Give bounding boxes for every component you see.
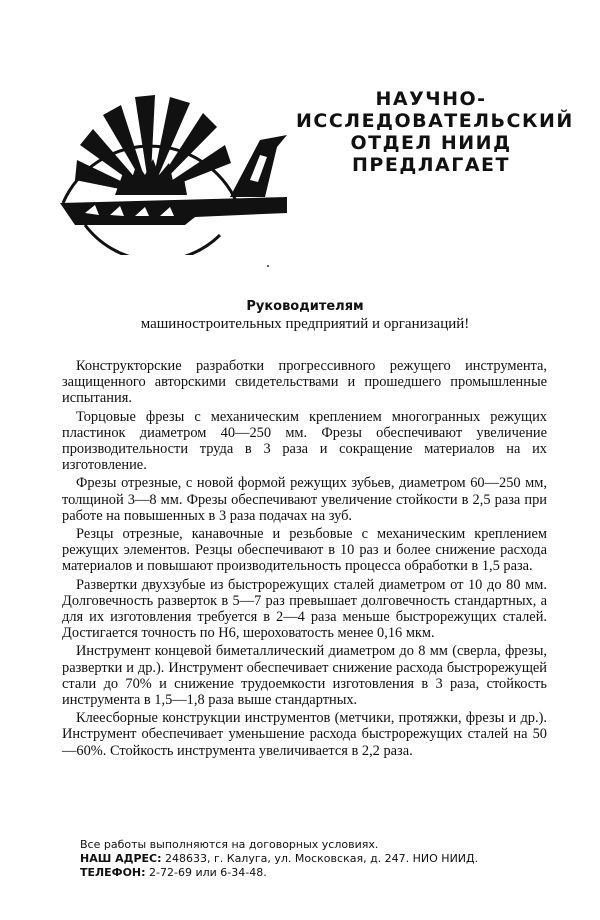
- headline-line-3: ОТДЕЛ НИИД: [350, 132, 512, 154]
- offer-body: [62, 358, 547, 761]
- paragraph-bimetal-tools: Инструмент концевой биметаллический диаметром до 8 мм (сверла, фрезы, развертки и др.). Инструмент обеспечивает снижение расхода быстрорежущей стали до 70% и снижение трудоемкости изготовления в 3 раза, стойкость инструмента в 1,5—1,8 раза выше стандартных.: [62, 643, 547, 709]
- headline: [296, 88, 574, 176]
- address-value: 248633, г. Калуга, ул. Московская, д. 247. НИО НИИД.: [165, 852, 479, 865]
- paragraph-cutoff-mills: Фрезы отрезные, с новой формой режущих зубьев, диаметром 60—250 мм, толщиной 3—8 мм. Фрезы обеспечивают увеличение стойкости в 2,5 раза при работе на повышенных в 3 раза подачах на зуб.: [62, 475, 547, 524]
- footer-note: Все работы выполняются на договорных условиях.: [80, 838, 379, 851]
- footer: [80, 838, 560, 880]
- print-speck: [267, 265, 269, 267]
- headline-line-4: ПРЕДЛАГАЕТ: [352, 154, 510, 176]
- paragraph-cutters: Резцы отрезные, канавочные и резьбовые с механическим креплением режущих элементов. Резцы обеспечивают в 10 раз и более снижение расхода материалов и повышают производительность процесса обработки в 1,5 раза.: [62, 526, 547, 575]
- paragraph-face-mills: Торцовые фрезы с механическим креплением многогранных режущих пластинок диаметром 40—250 мм. Фрезы обеспечивают увеличение производительности труда в 3 раза и сокращение материалов на их изготовление.: [62, 408, 547, 474]
- addressee-subtitle: машиностроительных предприятий и организаций!: [140, 316, 470, 332]
- cutter-sunburst-logo: [55, 85, 300, 255]
- paragraph-glued-tools: Клеесборные конструкции инструментов (метчики, протяжки, фрезы и др.). Инструмент обеспечивает уменьшение расхода быстрорежущих сталей на 50—60%. Стойкость инструмента увеличивается в 2,2 раза.: [62, 710, 547, 759]
- headline-line-1: НАУЧНО-: [375, 88, 487, 110]
- addressee: [60, 299, 550, 333]
- address-label: НАШ АДРЕС:: [80, 852, 162, 865]
- headline-line-2: ИССЛЕДОВАТЕЛЬСКИЙ: [296, 110, 574, 132]
- phone-label: ТЕЛЕФОН:: [80, 866, 146, 879]
- addressee-title: Руководителям: [246, 299, 364, 314]
- phone-value: 2-72-69 или 6-34-48.: [149, 866, 267, 879]
- footer-address: [80, 852, 560, 866]
- paragraph-intro: Конструкторские разработки прогрессивного режущего инструмента, защищенного авторскими свидетельствами и прошедшего промышленные испытания.: [62, 358, 547, 407]
- paragraph-reamers: Развертки двухзубые из быстрорежущих сталей диаметром от 10 до 80 мм. Долговечность разверток в 5—7 раз превышает долговечность стандартных, а для их изготовления требуется в 2—4 раза меньше быстрорежущих сталей. Достигается точность по Н6, шероховатость менее 0,16 мкм.: [62, 576, 547, 642]
- footer-phone: [80, 866, 560, 880]
